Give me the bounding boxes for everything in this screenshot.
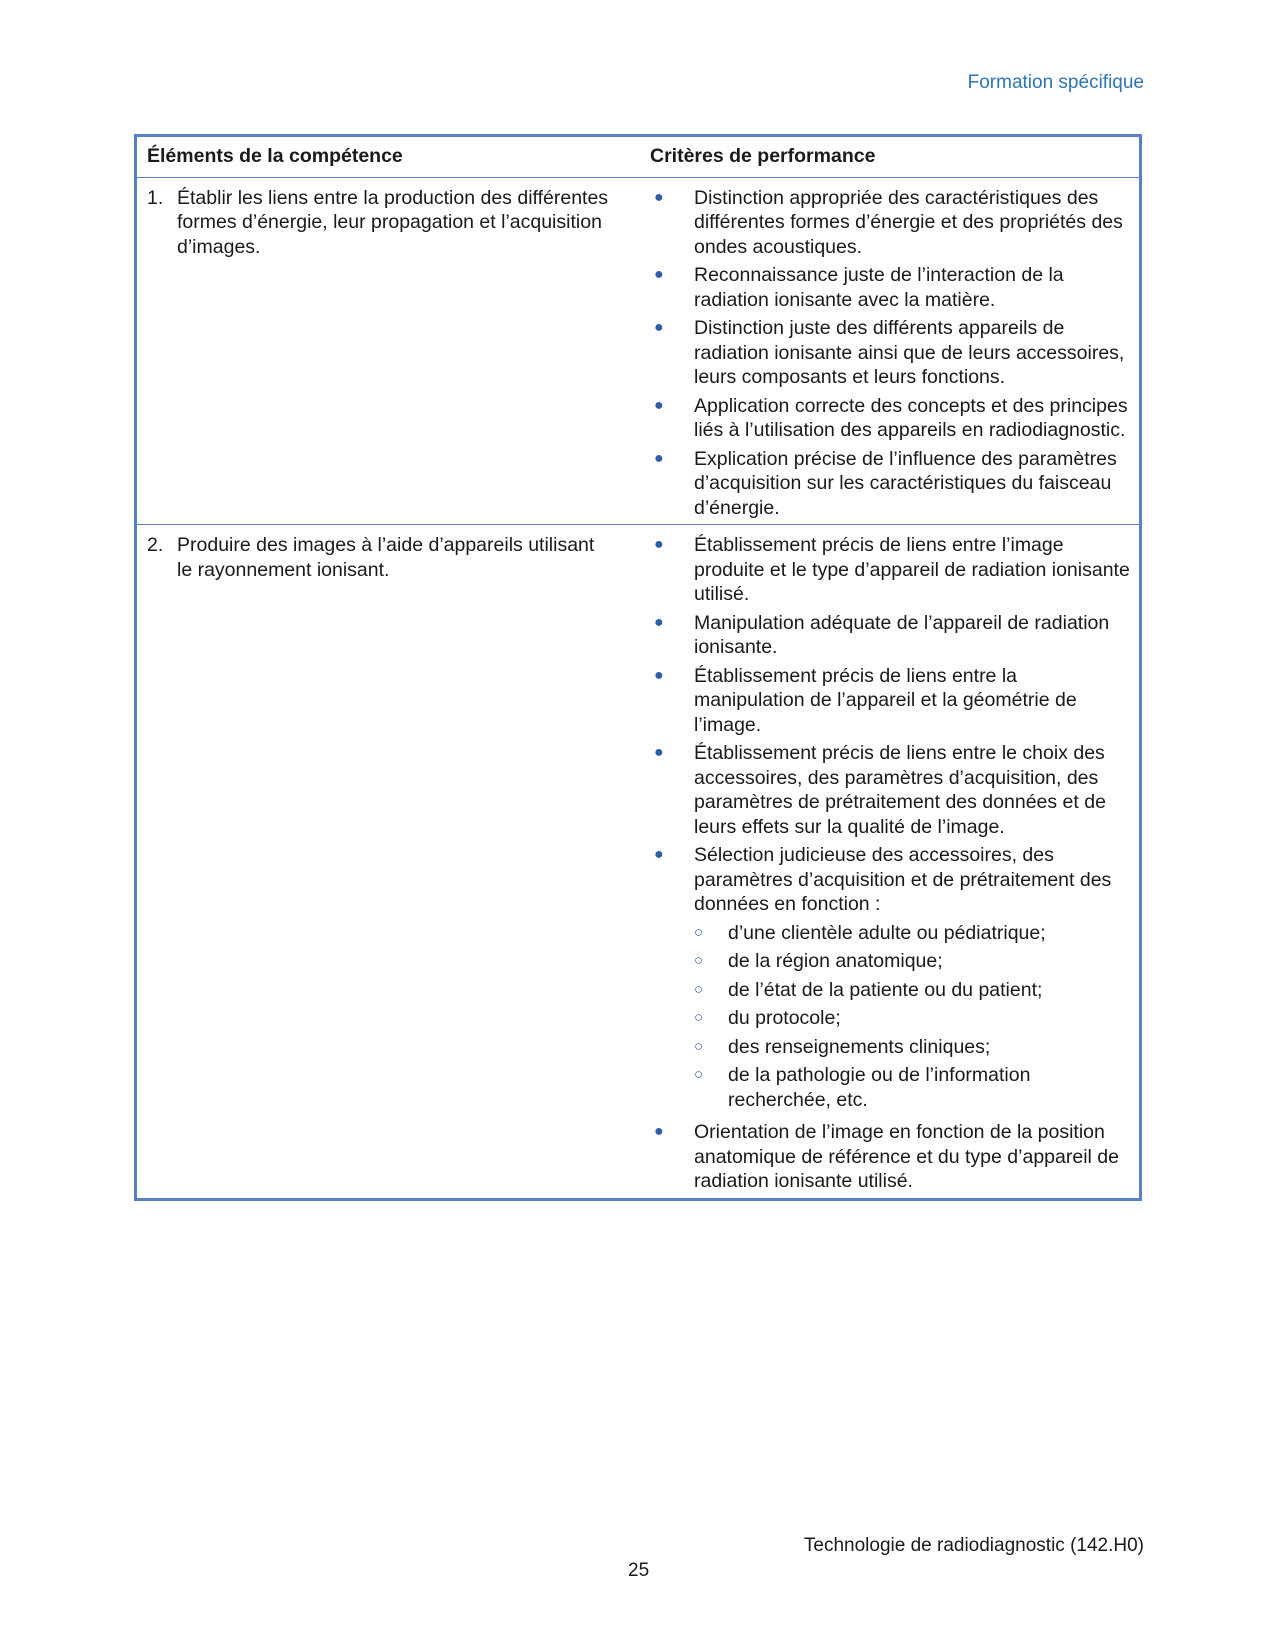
element-text: Établir les liens entre la production des différentes formes d’énergie, leur propagation et l’acquisition d’images. (177, 186, 609, 258)
criterion-item (650, 741, 1131, 839)
sub-criterion-text: de la région anatomique; (728, 950, 943, 972)
table-row (136, 525, 1141, 1200)
bullet-icon: ● (654, 1123, 664, 1140)
bullet-icon: ● (654, 188, 664, 206)
criterion-item (650, 611, 1131, 660)
page-number: 25 (628, 1560, 650, 1581)
criteria-cell (640, 525, 1141, 1200)
criterion-item (650, 843, 1131, 1116)
element-item (147, 533, 632, 582)
circle-bullet-icon: ○ (694, 980, 704, 998)
bullet-icon: ● (654, 449, 664, 467)
criterion-item (650, 316, 1131, 390)
element-item (147, 186, 632, 260)
sub-criterion-item (694, 978, 1131, 1003)
criteria-cell (640, 177, 1141, 525)
criterion-text: Reconnaissance juste de l’interaction de la radiation ionisante avec la matière. (694, 264, 1064, 311)
sub-criterion-text: de la pathologie ou de l’information recherchée, etc. (728, 1064, 1031, 1111)
bullet-icon: ● (654, 536, 664, 553)
sub-criterion-text: du protocole; (728, 1007, 841, 1029)
bullet-icon: ● (654, 666, 664, 684)
criterion-text: Établissement précis de liens entre l’image produite et le type d’appareil de radiation ionisante utilisé. (694, 534, 1130, 605)
bullet-icon: ● (654, 266, 664, 283)
element-number: 2. (147, 534, 164, 556)
table-header-row (136, 136, 1141, 178)
element-number: 1. (147, 186, 164, 209)
element-text: Produire des images à l’aide d’appareils utilisant le rayonnement ionisant. (177, 534, 595, 581)
sub-criteria-list (694, 921, 1131, 1113)
sub-criterion-text: des renseignements cliniques; (728, 1035, 991, 1058)
bullet-icon: ● (654, 319, 664, 336)
criterion-item (650, 394, 1131, 443)
sub-criterion-item (694, 1063, 1131, 1112)
column-header-criteria: Critères de performance (640, 136, 1141, 178)
criterion-item (650, 447, 1131, 521)
header-section-title: Formation spécifique (967, 72, 1144, 93)
sub-criterion-item (694, 921, 1131, 946)
column-header-elements: Éléments de la compétence (136, 136, 641, 178)
criterion-text: Manipulation adéquate de l’appareil de radiation ionisante. (694, 611, 1110, 658)
bullet-icon: ● (654, 846, 664, 863)
element-cell (136, 177, 641, 525)
competency-table (134, 134, 1142, 1201)
criterion-item (650, 533, 1131, 607)
criteria-list (650, 533, 1131, 1194)
circle-bullet-icon: ○ (694, 923, 704, 941)
circle-bullet-icon: ○ (694, 1037, 704, 1055)
sub-criterion-item (694, 949, 1131, 974)
sub-criterion-item (694, 1006, 1131, 1031)
footer-program-title: Technologie de radiodiagnostic (142.H0) (803, 1535, 1144, 1556)
bullet-icon: ● (654, 744, 664, 761)
criterion-text: Explication précise de l’influence des paramètres d’acquisition sur les caractéristiques du faisceau d’énergie. (694, 447, 1117, 519)
criterion-item (650, 263, 1131, 312)
circle-bullet-icon: ○ (694, 952, 704, 969)
element-cell (136, 525, 641, 1200)
criterion-text: Établissement précis de liens entre la manipulation de l’appareil et la géométrie de l’image. (694, 664, 1077, 736)
sub-criterion-text: de l’état de la patiente ou du patient; (728, 978, 1043, 1001)
circle-bullet-icon: ○ (694, 1066, 704, 1083)
criterion-text: Distinction juste des différents appareils de radiation ionisante ainsi que de leurs accessoires, leurs composants et leurs fonctions. (694, 317, 1125, 388)
criterion-text: Établissement précis de liens entre le choix des accessoires, des paramètres d’acquisition, des paramètres de prétraitement des données et de leurs effets sur la qualité de l’image. (694, 742, 1106, 838)
bullet-icon: ● (654, 396, 664, 414)
criterion-text: Orientation de l’image en fonction de la position anatomique de référence et du type d’appareil de radiation ionisante utilisé. (694, 1121, 1119, 1192)
criterion-text: Sélection judicieuse des accessoires, des paramètres d’acquisition et de prétraitement des données en fonction : (694, 844, 1112, 915)
criteria-list (650, 186, 1131, 521)
criterion-item (650, 186, 1131, 260)
table-row (136, 177, 1141, 525)
criterion-item (650, 664, 1131, 738)
circle-bullet-icon: ○ (694, 1009, 704, 1026)
criterion-with-sublist (694, 843, 1131, 1116)
criterion-text: Distinction appropriée des caractéristiques des différentes formes d’énergie et des propriétés des ondes acoustiques. (694, 186, 1123, 258)
bullet-icon: ● (654, 613, 664, 631)
criterion-text: Application correcte des concepts et des principes liés à l’utilisation des appareils en radiodiagnostic. (694, 394, 1128, 441)
criterion-item (650, 1120, 1131, 1194)
sub-criterion-item (694, 1035, 1131, 1060)
sub-criterion-text: d’une clientèle adulte ou pédiatrique; (728, 921, 1046, 944)
